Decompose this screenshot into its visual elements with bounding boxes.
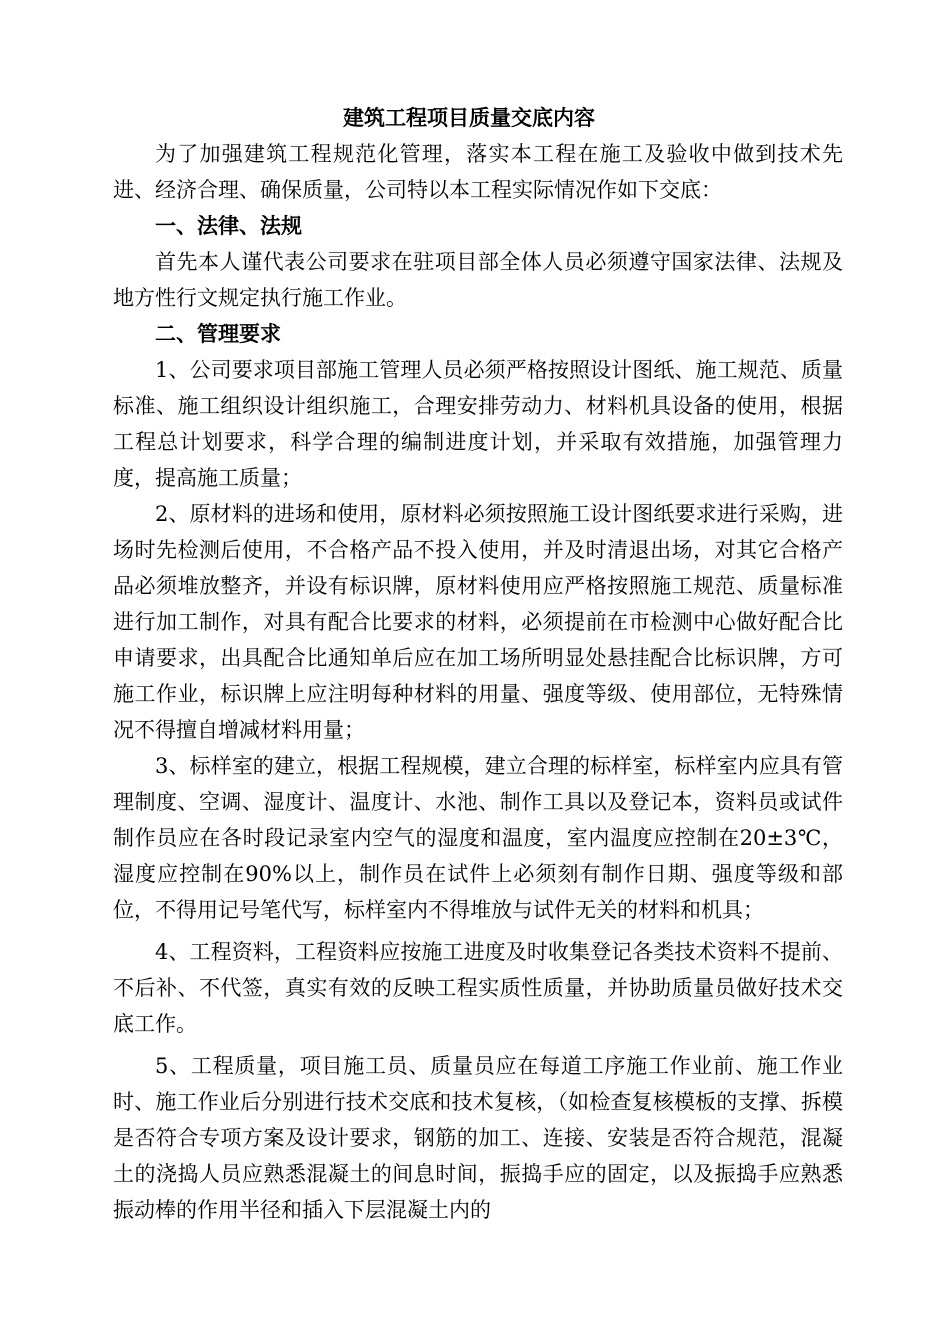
management-item-2: 2、原材料的进场和使用，原材料必须按照施工设计图纸要求进行采购，进场时先检测后使用，不合格产品不投入使用，并及时清退出场，对其它合格产品必须堆放整齐，并设有标识牌，原材料使用应严格按照施工规范、质量标准进行加工制作，对具有配合比要求的材料，必须提前在市检测中心做好配合比申请要求，出具配合比通知单后应在加工场所明显处悬挂配合比标识牌，方可施工作业，标识牌上应注明每种材料的用量、强度等级、使用部位，无特殊情况不得擅自增减材料用量； [113,502,843,742]
intro-paragraph: 为了加强建筑工程规范化管理，落实本工程在施工及验收中做到技术先进、经济合理、确保质量，公司特以本工程实际情况作如下交底： [113,142,843,202]
section-heading-management: 二、管理要求 [155,321,281,346]
section-heading-laws: 一、法律、法规 [155,213,302,238]
management-item-1: 1、公司要求项目部施工管理人员必须严格按照设计图纸、施工规范、质量标准、施工组织设计组织施工，合理安排劳动力、材料机具设备的使用，根据工程总计划要求，科学合理的编制进度计划，并采取有效措施，加强管理力度，提高施工质量； [113,358,843,490]
management-item-3: 3、标样室的建立，根据工程规模，建立合理的标样室，标样室内应具有管理制度、空调、湿度计、温度计、水池、制作工具以及登记本，资料员或试件制作员应在各时段记录室内空气的湿度和温度，室内温度应控制在20±3℃，湿度应控制在90%以上，制作员在试件上必须刻有制作日期、强度等级和部位，不得用记号笔代写，标样室内不得堆放与试件无关的材料和机具； [113,754,843,922]
section-laws-paragraph: 首先本人谨代表公司要求在驻项目部全体人员必须遵守国家法律、法规及地方性行文规定执行施工作业。 [113,250,843,310]
document-body [113,100,843,1228]
document-title: 建筑工程项目质量交底内容 [343,105,595,130]
management-item-4: 4、工程资料，工程资料应按施工进度及时收集登记各类技术资料不提前、不后补、不代签，真实有效的反映工程实质性质量，并协助质量员做好技术交底工作。 [113,940,843,1036]
management-item-5: 5、工程质量，项目施工员、质量员应在每道工序施工作业前、施工作业时、施工作业后分别进行技术交底和技术复核，（如检查复核模板的支撑、拆模是否符合专项方案及设计要求，钢筋的加工、连接、安装是否符合规范，混凝土的浇捣人员应熟悉混凝土的间息时间，振捣手应的固定，以及振捣手应熟悉振动棒的作用半径和插入下层混凝土内的 [113,1054,843,1222]
